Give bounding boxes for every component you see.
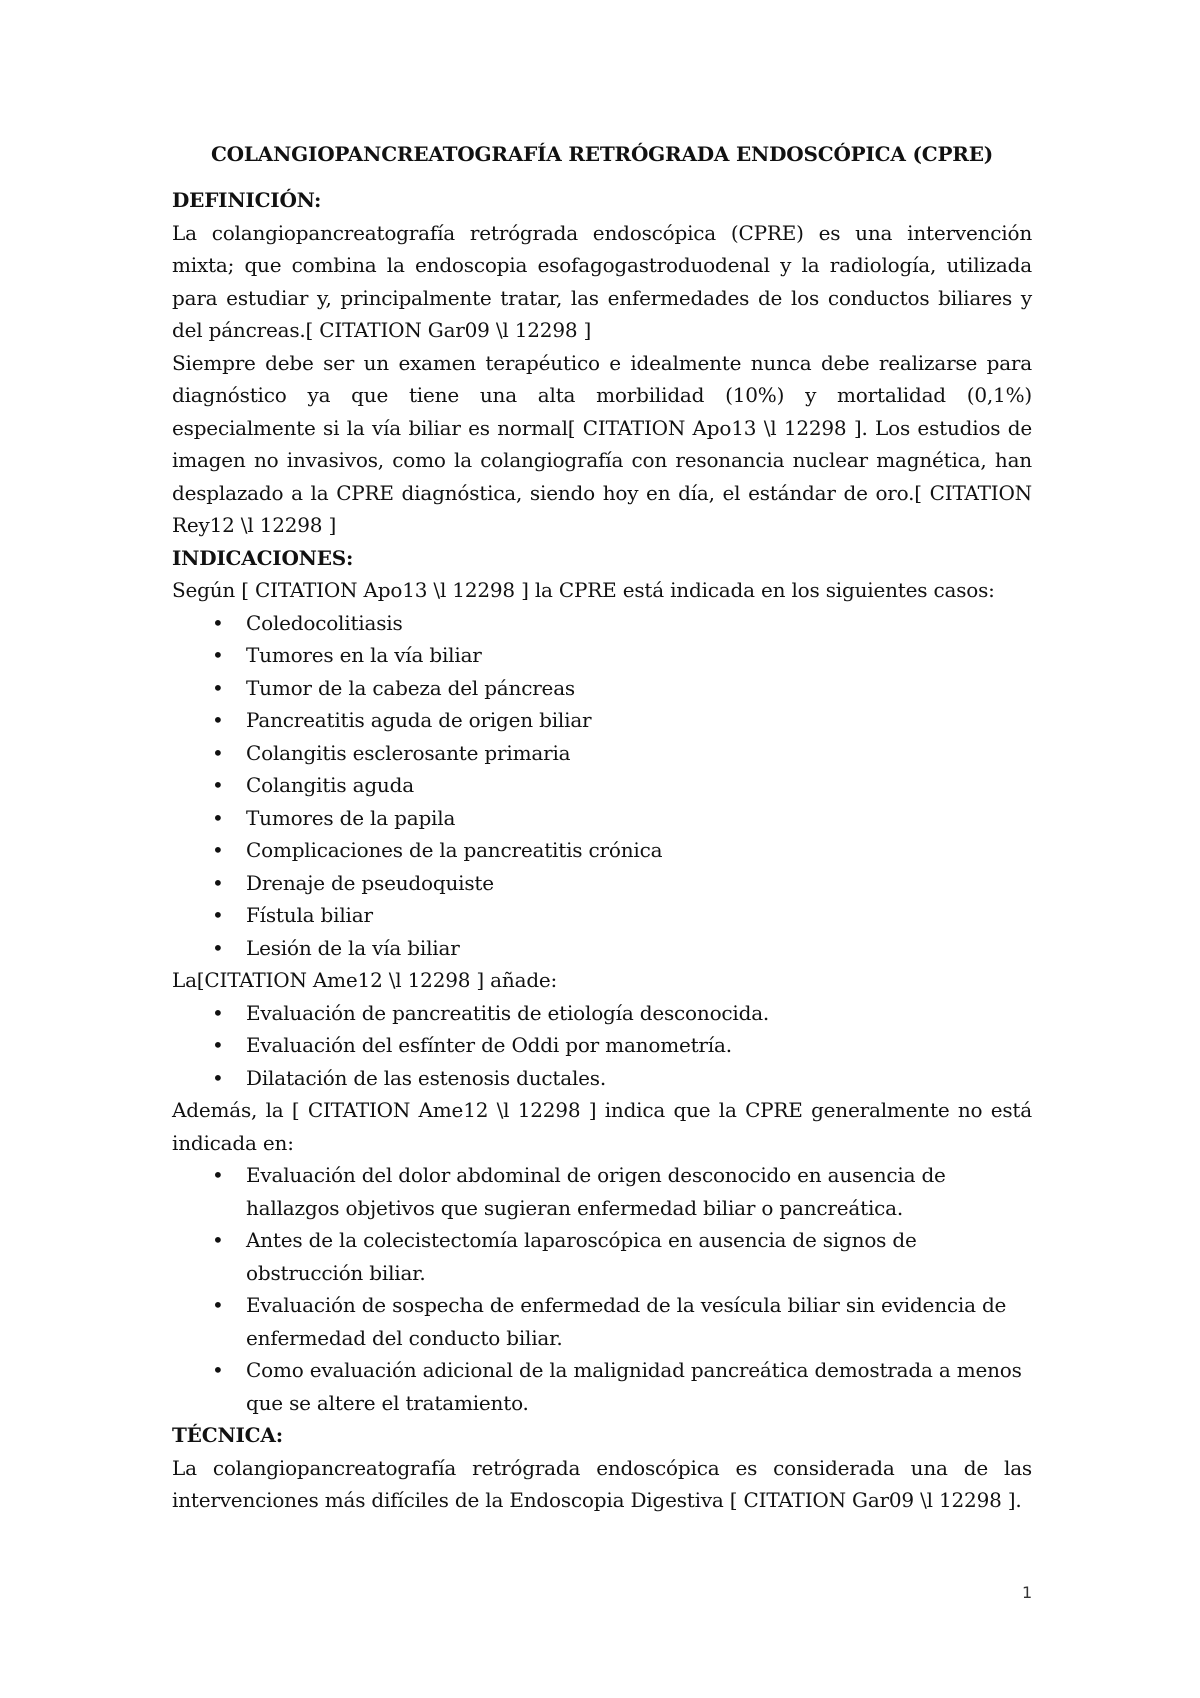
- indicaciones-list-2: [172, 997, 1032, 1095]
- bullet-icon: •: [212, 643, 224, 667]
- list-item: • Lesión de la vía biliar: [172, 932, 1032, 965]
- list-item: • Tumor de la cabeza del páncreas: [172, 672, 1032, 705]
- bullet-icon: •: [212, 773, 224, 797]
- bullet-icon: •: [212, 870, 224, 895]
- tecnica-heading: TÉCNICA:: [172, 1423, 283, 1447]
- bullet-icon: •: [212, 1033, 224, 1057]
- document-title: COLANGIOPANCREATOGRAFÍA RETRÓGRADA ENDOSCÓPICA (CPRE): [210, 142, 994, 166]
- list-item: • Evaluación del esfínter de Oddi por manometría.: [172, 1029, 1032, 1062]
- indicaciones-intro-3: Además, la [ CITATION Ame12 \l 12298 ] indica que la CPRE generalmente no está indicada en:: [172, 1098, 1032, 1155]
- list-item: • Pancreatitis aguda de origen biliar: [172, 704, 1032, 737]
- list-item: • Fístula biliar: [172, 899, 1032, 932]
- definicion-paragraph-1: La colangiopancreatografía retrógrada endoscópica (CPRE) es una intervención mixta; que combina la endoscopia esofagogastroduodenal y la radiología, utilizada para estudiar y, principalmente tratar, las enfermedades de los conductos biliares y del páncreas.[ CITATION Gar09 \l 12298 ]: [172, 220, 1032, 342]
- bullet-icon: •: [212, 1163, 224, 1187]
- document-body: [172, 138, 1032, 1517]
- list-item: • Como evaluación adicional de la malignidad pancreática demostrada a menos que se altere el tratamiento.: [172, 1354, 1032, 1419]
- list-item: • Tumores de la papila: [172, 802, 1032, 835]
- list-item: • Colangitis esclerosante primaria: [172, 737, 1032, 770]
- list-item: • Tumores en la vía biliar: [172, 639, 1032, 672]
- bullet-icon: •: [212, 1000, 224, 1025]
- definicion-paragraph-2: Siempre debe ser un examen terapéutico e idealmente nunca debe realizarse para diagnóstico ya que tiene una alta morbilidad (10%) y mortalidad (0,1%) especialmente si la vía biliar es normal[ CITATION Apo13 \l 12298 ]. Los estudios de imagen no invasivos, como la colangiografía con resonancia nuclear magnética, han desplazado a la CPRE diagnóstica, siendo hoy en día, el estándar de oro.[ CITATION Rey12 \l 12298 ]: [172, 350, 1032, 537]
- bullet-icon: •: [212, 740, 224, 765]
- bullet-icon: •: [212, 805, 224, 830]
- bullet-icon: •: [212, 610, 224, 635]
- list-item: • Dilatación de las estenosis ductales.: [172, 1062, 1032, 1095]
- bullet-icon: •: [212, 838, 224, 862]
- page-number: 1: [1022, 1583, 1033, 1602]
- list-item: • Drenaje de pseudoquiste: [172, 867, 1032, 900]
- list-item: • Antes de la colecistectomía laparoscópica en ausencia de signos de obstrucción biliar.: [172, 1224, 1032, 1289]
- indicaciones-intro: Según [ CITATION Apo13 \l 12298 ] la CPRE está indicada en los siguientes casos:: [172, 578, 995, 602]
- tecnica-paragraph-1: La colangiopancreatografía retrógrada endoscópica es considerada una de las intervenciones más difíciles de la Endoscopia Digestiva [ CITATION Gar09 \l 12298 ].: [172, 1455, 1032, 1512]
- list-item: • Coledocolitiasis: [172, 607, 1032, 640]
- bullet-icon: •: [212, 675, 224, 700]
- indicaciones-list: [172, 607, 1032, 965]
- bullet-icon: •: [212, 1228, 224, 1252]
- bullet-icon: •: [212, 1065, 224, 1090]
- list-item: • Colangitis aguda: [172, 769, 1032, 802]
- bullet-icon: •: [212, 1358, 224, 1382]
- bullet-icon: •: [212, 935, 224, 960]
- bullet-icon: •: [212, 708, 224, 732]
- bullet-icon: •: [212, 1293, 224, 1317]
- list-item: • Evaluación de sospecha de enfermedad de la vesícula biliar sin evidencia de enfermedad del conducto biliar.: [172, 1289, 1032, 1354]
- indicaciones-intro-2: La[CITATION Ame12 \l 12298 ] añade:: [172, 968, 558, 992]
- list-item: • Complicaciones de la pancreatitis crónica: [172, 834, 1032, 867]
- contraindicaciones-list: [172, 1159, 1032, 1419]
- list-item: • Evaluación del dolor abdominal de origen desconocido en ausencia de hallazgos objetivos que sugieran enfermedad biliar o pancreática.: [172, 1159, 1032, 1224]
- bullet-icon: •: [212, 903, 224, 927]
- definicion-heading: DEFINICIÓN:: [172, 188, 322, 212]
- list-item: • Evaluación de pancreatitis de etiología desconocida.: [172, 997, 1032, 1030]
- indicaciones-heading: INDICACIONES:: [172, 545, 354, 570]
